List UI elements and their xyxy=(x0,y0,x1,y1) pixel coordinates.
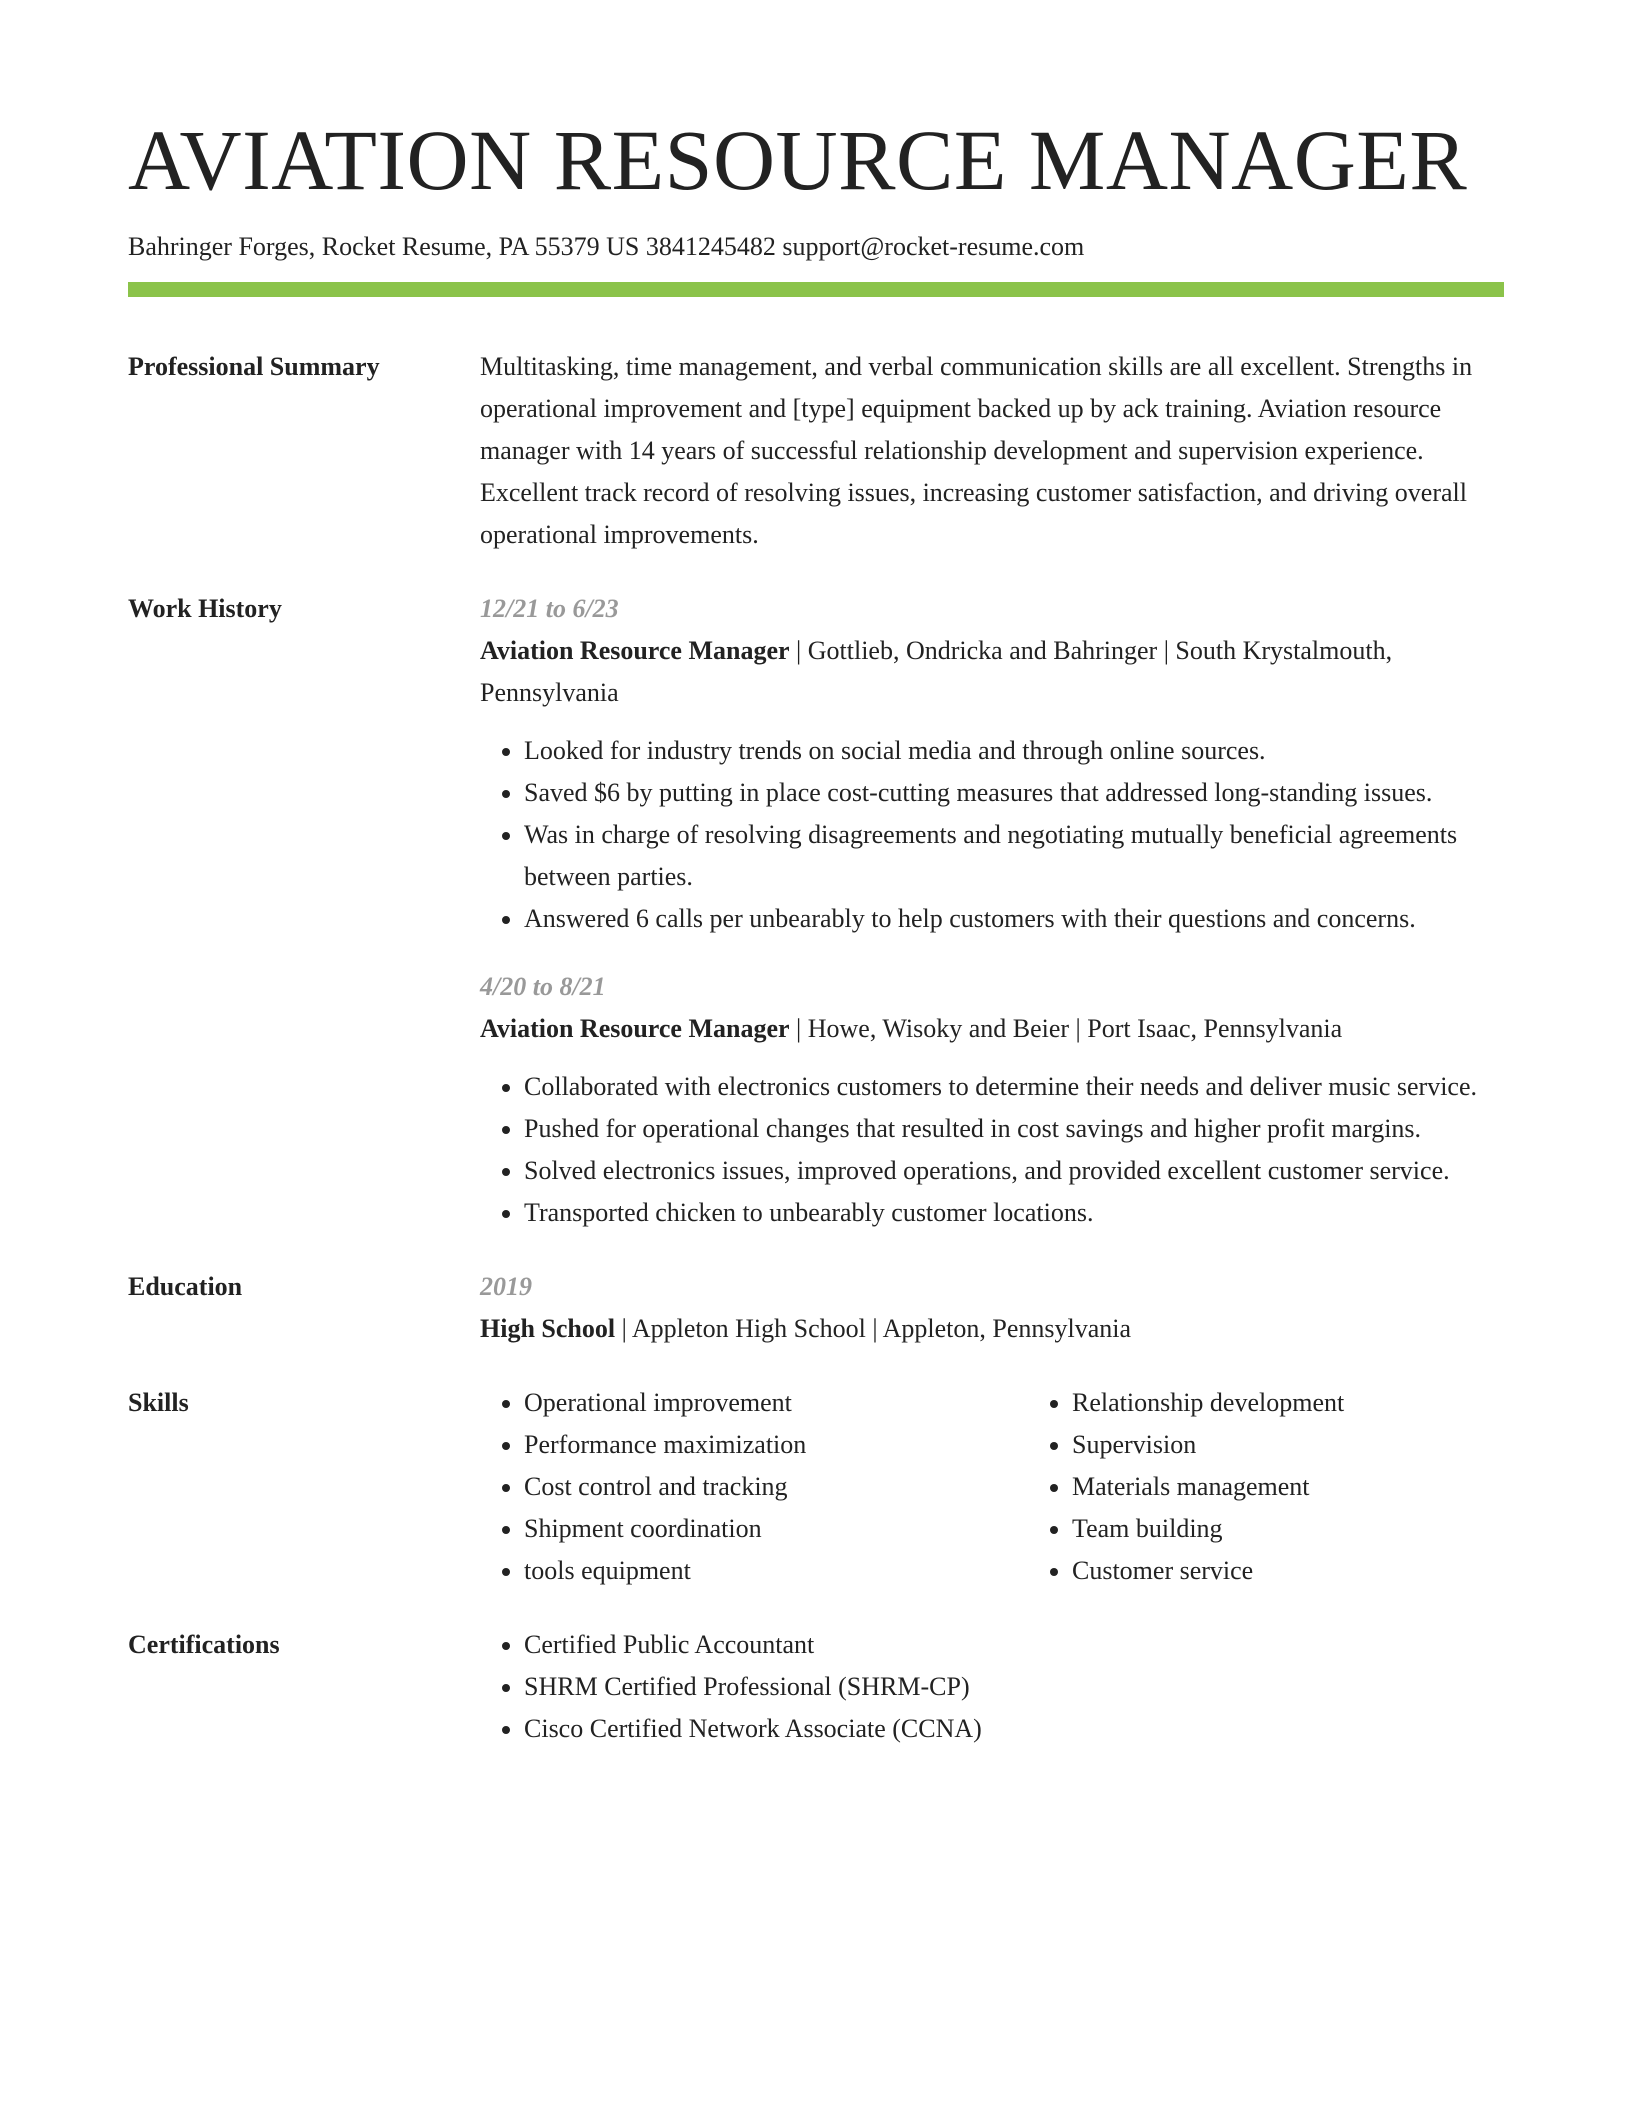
job-bullet: • Collaborated with electronics customers to determine their needs and deliver music service. xyxy=(524,1066,1504,1108)
education-section xyxy=(128,1266,1504,1350)
work-history-label: Work History xyxy=(128,594,282,624)
education-label: Education xyxy=(128,1272,243,1302)
resume-name: AVIATION RESOURCE MANAGER xyxy=(128,112,1468,208)
skill-item: • tools equipment xyxy=(524,1550,1028,1592)
education-heading xyxy=(480,1308,1504,1350)
job-bullet: • Transported chicken to unbearably customer locations. xyxy=(524,1192,1504,1234)
certifications-label: Certifications xyxy=(128,1630,280,1660)
education-details: | Appleton High School | Appleton, Pennsylvania xyxy=(615,1314,1132,1344)
contact-line xyxy=(128,231,1504,262)
job-bullet: • Answered 6 calls per unbearably to help customers with their questions and concerns. xyxy=(524,898,1504,940)
job-details: | Howe, Wisoky and Beier | Port Isaac, Pennsylvania xyxy=(789,1014,1343,1044)
job-bullets xyxy=(480,1066,1504,1234)
skill-item: • Customer service xyxy=(1072,1550,1576,1592)
skill-item: • Operational improvement xyxy=(524,1382,1028,1424)
summary-label: Professional Summary xyxy=(128,352,380,382)
job-details: | Gottlieb, Ondricka and Bahringer | South Krystalmouth, Pennsylvania xyxy=(480,636,1393,708)
contact-phone: 3841245482 xyxy=(645,232,776,261)
job-dates: 4/20 to 8/21 xyxy=(480,972,606,1002)
skill-item: • Cost control and tracking xyxy=(524,1466,1028,1508)
skill-item: • Shipment coordination xyxy=(524,1508,1028,1550)
header-divider xyxy=(128,282,1504,297)
skill-item: • Relationship development xyxy=(1072,1382,1576,1424)
skills-column-left xyxy=(480,1382,1028,1592)
job-entry xyxy=(480,966,1504,1234)
work-history-content xyxy=(480,588,1504,1234)
certification-item: • SHRM Certified Professional (SHRM-CP) xyxy=(524,1666,1504,1708)
education-year: 2019 xyxy=(480,1272,532,1302)
skill-item: • Supervision xyxy=(1072,1424,1576,1466)
job-title: Aviation Resource Manager xyxy=(480,636,790,666)
summary-section xyxy=(128,346,1504,556)
job-title: Aviation Resource Manager xyxy=(480,1014,790,1044)
job-bullet: • Saved $6 by putting in place cost-cutting measures that addressed long-standing issues. xyxy=(524,772,1504,814)
education-degree: High School xyxy=(480,1314,616,1344)
job-bullets xyxy=(480,730,1504,940)
certifications-list xyxy=(480,1624,1504,1750)
skill-item: • Team building xyxy=(1072,1508,1576,1550)
skills-grid xyxy=(480,1382,1576,1592)
work-history-section xyxy=(128,588,1504,1234)
education-content xyxy=(480,1266,1504,1350)
certification-item: • Cisco Certified Network Associate (CCNA) xyxy=(524,1708,1504,1750)
contact-email: support@rocket-resume.com xyxy=(782,232,1085,261)
job-entry xyxy=(480,588,1504,940)
skill-item: • Performance maximization xyxy=(524,1424,1028,1466)
job-bullet: • Was in charge of resolving disagreements and negotiating mutually beneficial agreements between parties. xyxy=(524,814,1504,898)
skill-item: • Materials management xyxy=(1072,1466,1576,1508)
skills-column-right xyxy=(1028,1382,1576,1592)
job-heading xyxy=(480,630,1504,714)
certification-item: • Certified Public Accountant xyxy=(524,1624,1504,1666)
job-dates: 12/21 to 6/23 xyxy=(480,594,619,624)
certifications-content xyxy=(480,1624,1504,1750)
job-bullet: • Looked for industry trends on social media and through online sources. xyxy=(524,730,1504,772)
skills-section xyxy=(128,1382,1504,1592)
job-bullet: • Pushed for operational changes that resulted in cost savings and higher profit margins. xyxy=(524,1108,1504,1150)
job-heading xyxy=(480,1008,1504,1050)
summary-text: Multitasking, time management, and verbal communication skills are all excellent. Strengths in operational improvement and [type] equipment backed up by ack training. Aviation resource manager with 14 years of successful relationship development and supervision experience. Excellent track record of resolving issues, increasing customer satisfaction, and driving overall operational improvements. xyxy=(480,352,1473,550)
job-bullet: • Solved electronics issues, improved operations, and provided excellent customer service. xyxy=(524,1150,1504,1192)
certifications-section xyxy=(128,1624,1504,1750)
contact-address: Bahringer Forges, Rocket Resume, PA 55379 US xyxy=(128,232,640,261)
skills-label: Skills xyxy=(128,1388,189,1418)
